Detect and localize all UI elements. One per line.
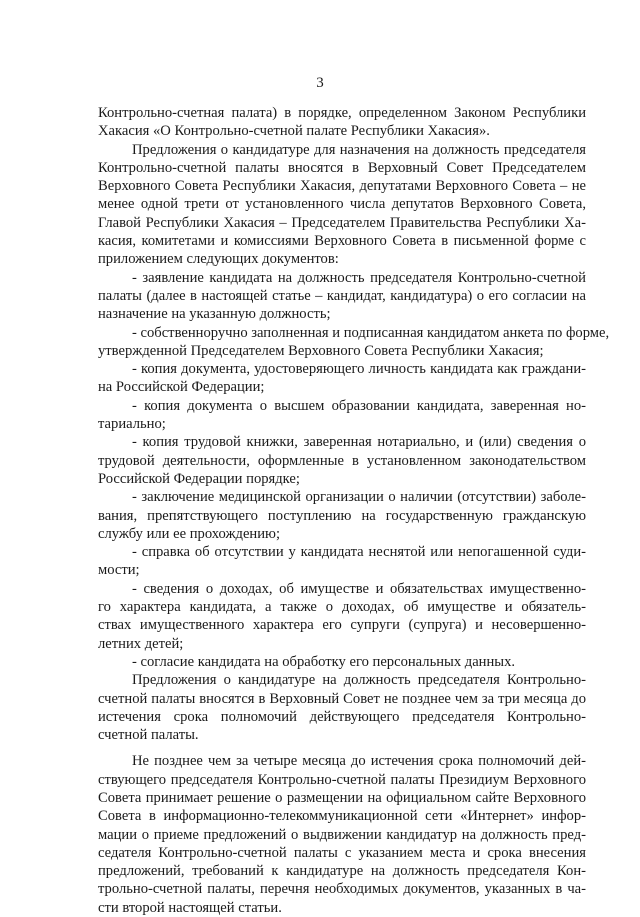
text-line: предложений, требований к кандидатуре на должность председателя Кон- (98, 863, 586, 880)
text-line: Российской Федерации порядке; (98, 470, 300, 487)
text-line: - собственноручно заполненная и подписанная кандидатом анкета по форме, (132, 324, 610, 341)
paragraph (98, 580, 586, 653)
paragraph (98, 324, 610, 361)
text-line: службу или ее прохождению; (98, 525, 281, 542)
text-line: го характера кандидата, а также о доходах, об имуществе и обязатель- (98, 599, 586, 616)
text-line: - копия документа о высшем образовании кандидата, заверенная но- (132, 397, 586, 414)
text-line: - заявление кандидата на должность председателя Контрольно-счетной (132, 269, 586, 286)
paragraph (98, 360, 586, 397)
text-line: Предложения о кандидатуре для назначения на должность председателя (132, 141, 586, 158)
paragraph (98, 141, 586, 269)
text-line: трудовой деятельности, оформленные в установленном законодательством (98, 452, 586, 469)
text-line: Совета в информационно-телекоммуникационной сети «Интернет» инфор- (98, 808, 586, 825)
text-line: утвержденной Председателем Верховного Совета Республики Хакасия; (98, 342, 544, 359)
text-line: - копия трудовой книжки, заверенная нотариально, и (или) сведения о (132, 434, 586, 451)
paragraph (98, 433, 586, 488)
text-line: назначение на указанную должность; (98, 306, 331, 323)
text-line: касия, комитетами и комиссиями Верховного Совета в письменной форме с (98, 233, 586, 250)
text-line: мости; (98, 562, 140, 579)
page-number: 3 (316, 75, 324, 91)
text-line: седателя Контрольно-счетной палаты с указанием места и срока внесения (98, 844, 586, 861)
paragraph (98, 671, 586, 744)
text-line: сти второй настоящей статьи. (98, 899, 282, 916)
text-line: ствах имущественного характера его супруги (супруга) и несовершенно- (98, 617, 586, 634)
paragraph (98, 397, 586, 434)
text-line: - сведения о доходах, об имуществе и обязательствах имущественно- (132, 580, 586, 597)
text-line: трольно-счетной палаты, перечня необходимых документов, указанных в ча- (98, 881, 586, 898)
paragraph (98, 752, 586, 917)
text-line: Не позднее чем за четыре месяца до истечения срока полномочий дей- (132, 753, 586, 770)
text-line: Контрольно-счетной палаты вносятся в Верховный Совет Председателем (98, 159, 586, 176)
document-body (98, 104, 610, 917)
text-line: счетной палаты. (98, 727, 199, 744)
text-line: Совета принимает решение о размещении на официальном сайте Верховного (98, 789, 586, 806)
text-line: - заключение медицинской организации о наличии (отсутствии) заболе- (132, 489, 586, 506)
text-line: ствующего председателя Контрольно-счетной палаты Президиум Верховного (98, 771, 586, 788)
paragraph (98, 269, 586, 324)
text-line: тариально; (98, 416, 166, 433)
text-line: палаты (далее в настоящей статье – кандидат, кандидатура) о его согласии на (98, 287, 586, 304)
paragraph (98, 543, 586, 580)
text-line: Главой Республики Хакасия – Председателем Правительства Республики Ха- (98, 214, 586, 231)
text-line: вания, препятствующего поступлению на государственную гражданскую (98, 507, 586, 524)
text-line: Предложения о кандидатуре на должность председателя Контрольно- (132, 672, 586, 689)
paragraph (98, 653, 586, 671)
text-line: истечения срока полномочий действующего председателя Контрольно- (98, 708, 586, 725)
text-line: счетной палаты вносятся в Верховный Совет не позднее чем за три месяца до (98, 690, 586, 707)
text-line: - копия документа, удостоверяющего личность кандидата как граждани- (132, 361, 586, 378)
paragraph-gap (98, 744, 586, 752)
text-line: приложением следующих документов: (98, 251, 339, 268)
text-line: - справка об отсутствии у кандидата неснятой или непогашенной суди- (132, 544, 586, 561)
text-line: Верховного Совета Республики Хакасия, депутатами Верховного Совета – не (98, 178, 586, 195)
text-line: на Российской Федерации; (98, 379, 265, 396)
text-line: - согласие кандидата на обработку его персональных данных. (132, 653, 516, 670)
text-line: Контрольно-счетная палата) в порядке, определенном Законом Республики (98, 105, 586, 121)
text-line: менее одной трети от установленного числа депутатов Верховного Совета, (98, 196, 586, 213)
paragraph (98, 104, 586, 141)
text-line: мации о приеме предложений о выдвижении кандидатур на должность пред- (98, 826, 586, 843)
text-line: летних детей; (98, 635, 184, 652)
text-line: Хакасия «О Контрольно-счетной палате Республики Хакасия». (98, 123, 490, 140)
paragraph (98, 488, 586, 543)
